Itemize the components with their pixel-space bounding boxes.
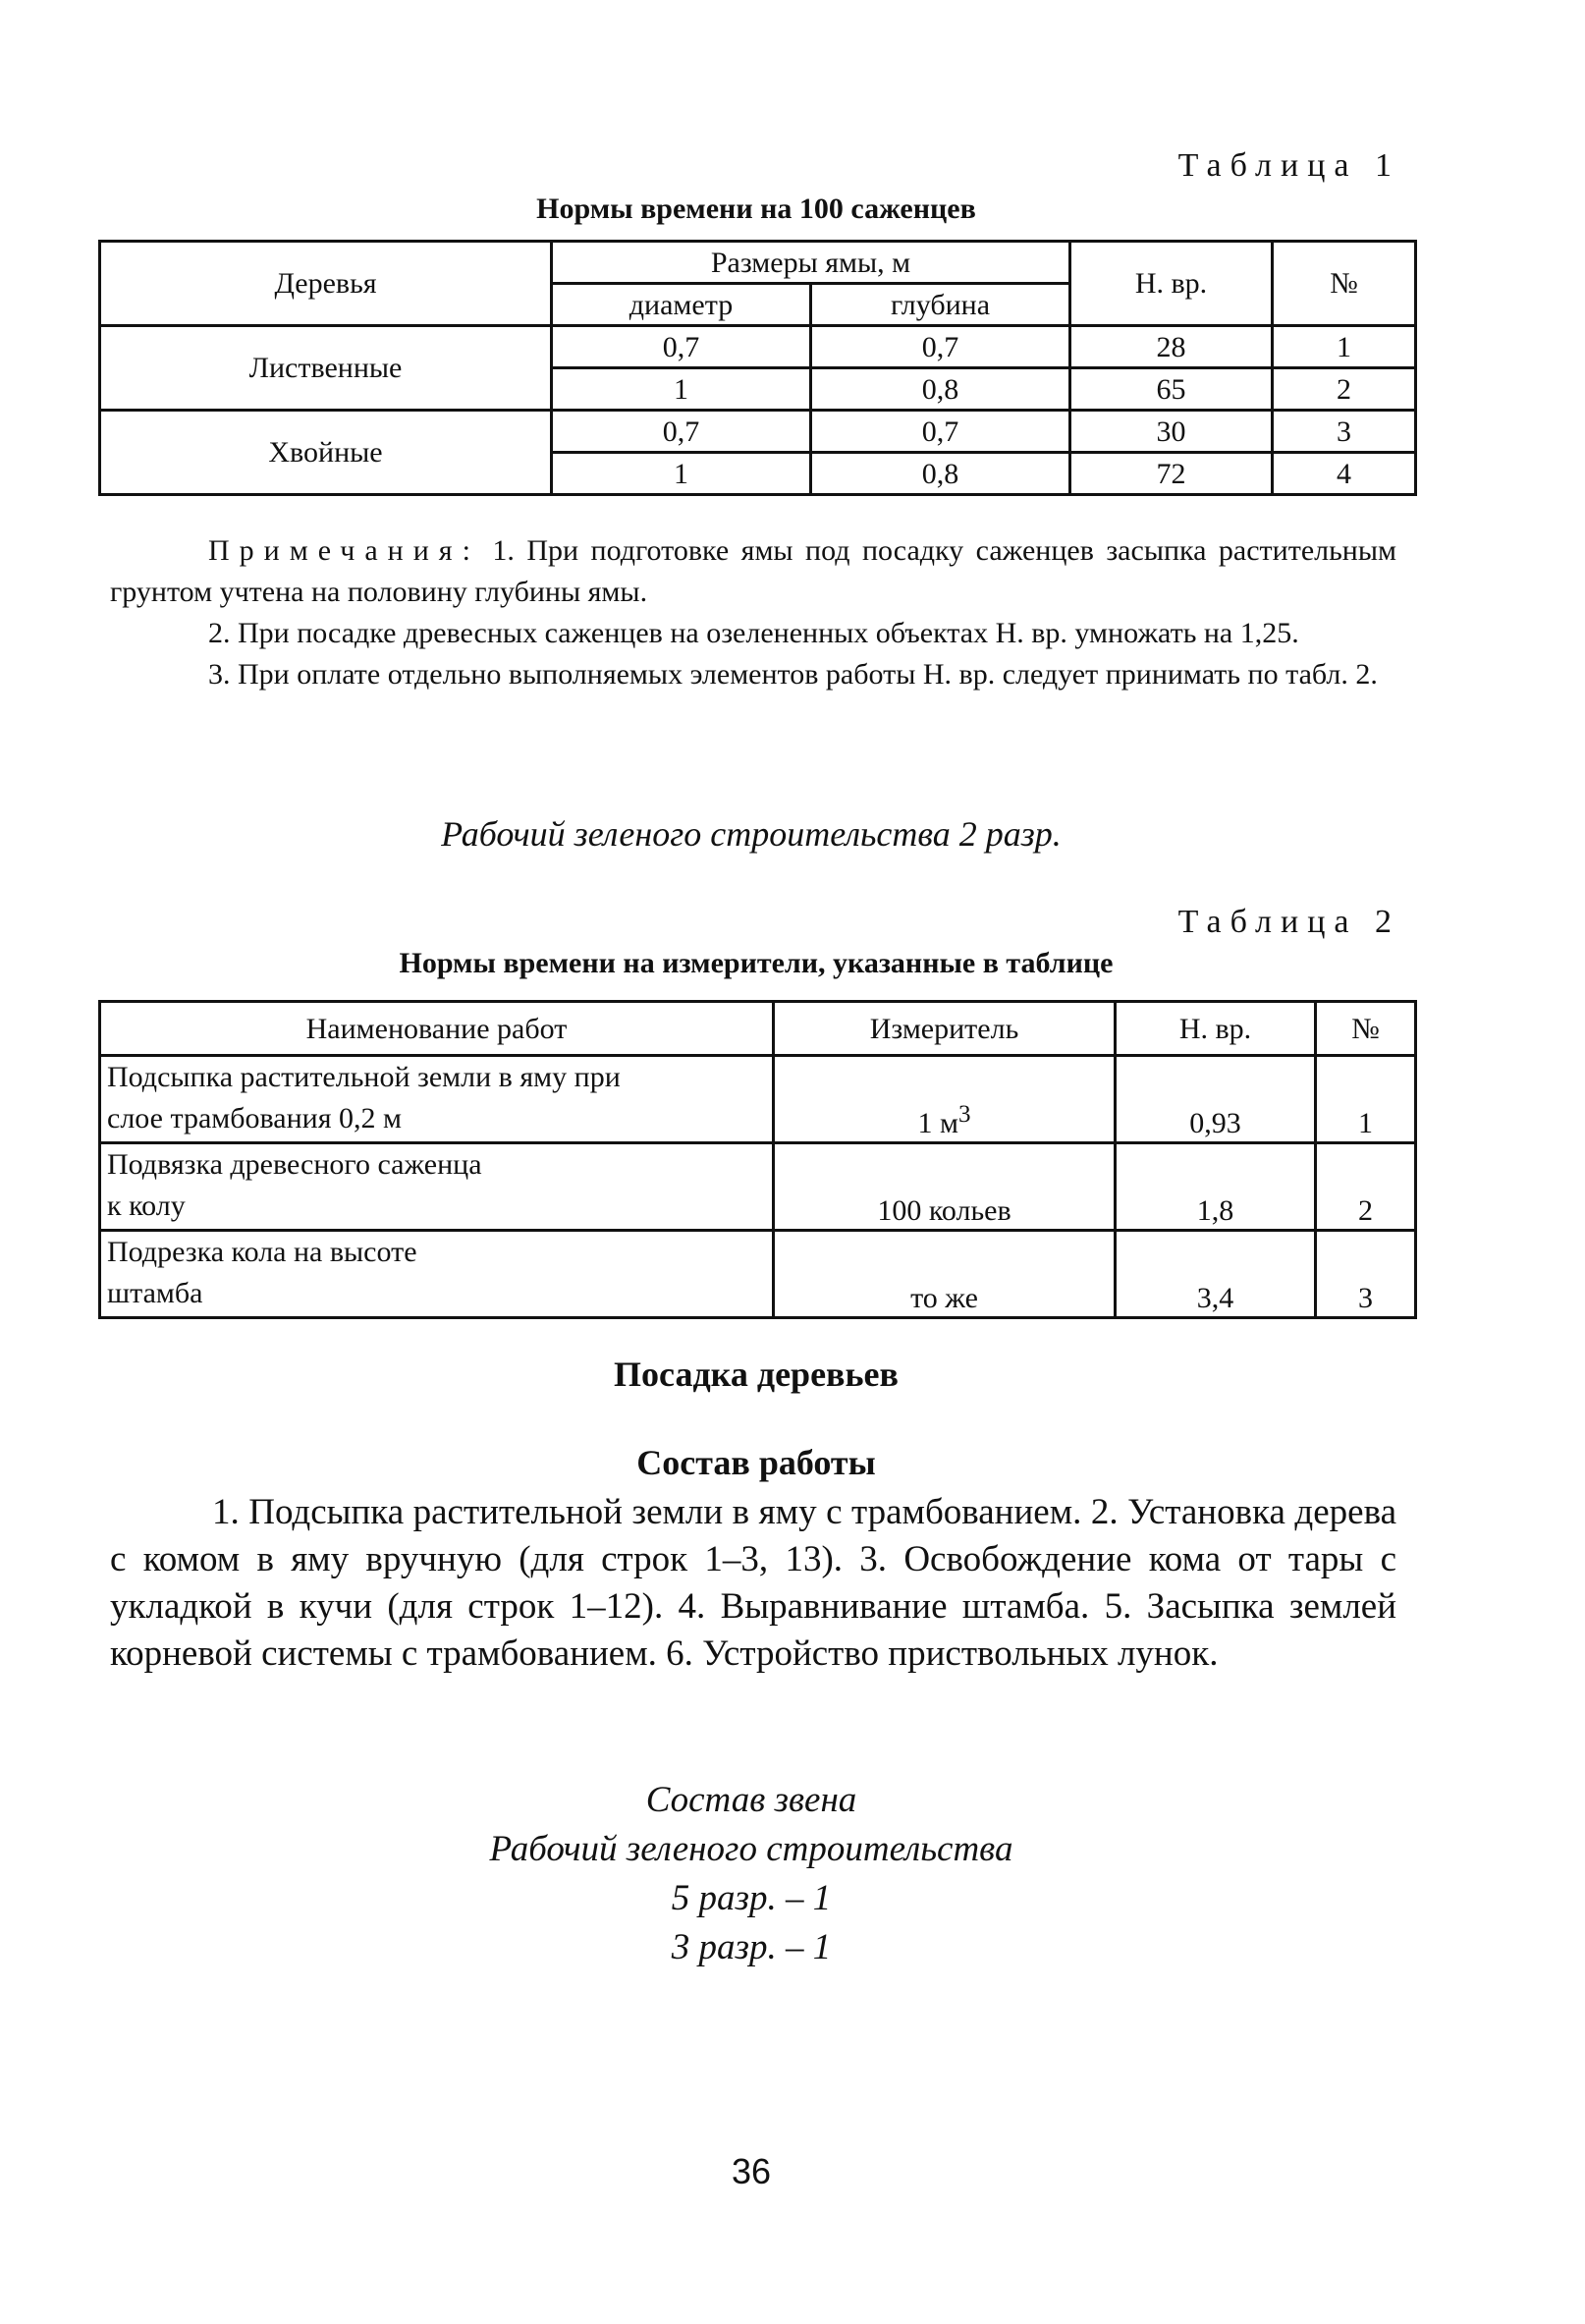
table2-cell-norm: 3,4: [1116, 1231, 1316, 1318]
table2-cell-unit: то же: [774, 1231, 1116, 1318]
table1-cell-depth: 0,7: [811, 411, 1070, 453]
table1-cell-diameter: 0,7: [552, 326, 811, 368]
table2-cell-num: 2: [1316, 1143, 1416, 1231]
work-content-title: Состав работы: [636, 1443, 876, 1482]
table2-cell-unit: [774, 1056, 1116, 1143]
table1-cell-depth: 0,8: [811, 368, 1070, 411]
table2-cell-num: 3: [1316, 1231, 1416, 1318]
table1-number-label: Таблица 1: [1177, 147, 1400, 184]
table-row: [100, 1056, 1416, 1143]
crew-line2: 3 разр. – 1: [671, 1927, 832, 1967]
table2-header-work: Наименование работ: [100, 1002, 774, 1056]
table2-cell-norm: 0,93: [1116, 1056, 1316, 1143]
table2-cell-num: 1: [1316, 1056, 1416, 1143]
table1-cell-norm: 72: [1070, 453, 1273, 495]
crew-line1: 5 разр. – 1: [671, 1878, 832, 1918]
table1-header-pit-size: Размеры ямы, м: [552, 242, 1070, 284]
table1-cell-norm: 30: [1070, 411, 1273, 453]
note-3: 3. При оплате отдельно выполняемых элементов работы Н. вр. следует принимать по табл. 2.: [208, 658, 1378, 691]
table2-number-label: Таблица 2: [1177, 904, 1400, 940]
table1-cell-num: 1: [1273, 326, 1416, 368]
table2-cell-unit: 100 кольев: [774, 1143, 1116, 1231]
table2-title: Нормы времени на измерители, указанные в таблице: [399, 947, 1114, 979]
table1-group-name: Хвойные: [100, 411, 552, 495]
crew-worker: Рабочий зеленого строительства: [489, 1829, 1013, 1869]
table1-cell-diameter: 1: [552, 453, 811, 495]
table2-cell-work: [100, 1056, 774, 1143]
crew-block: [0, 1776, 1503, 1972]
table-row: [100, 1143, 1416, 1231]
table1-header-norm: Н. вр.: [1070, 242, 1273, 326]
table2-work-line2: слое трамбования 0,2 м: [107, 1102, 402, 1134]
page-number: 36: [731, 2151, 772, 2191]
work-content-text: 1. Подсыпка растительной земли в яму с трамбованием. 2. Установка дерева с комом в яму вручную (для строк 1–3, 13). 3. Освобождение кома от тары с укладкой в кучи (для строк 1–12). 4. Выравнивание штамба. 5. Засыпка землей корневой системы с трамбованием. 6. Устройство приствольных лунок.: [110, 1492, 1396, 1674]
table1-title: Нормы времени на 100 саженцев: [536, 193, 976, 225]
table1-cell-norm: 65: [1070, 368, 1273, 411]
table1-header-diameter: диаметр: [552, 284, 811, 326]
worker-grade-line: Рабочий зеленого строительства 2 разр.: [441, 814, 1062, 854]
table-row: [100, 326, 1416, 368]
notes-block: [110, 530, 1396, 695]
table1-header-depth: глубина: [811, 284, 1070, 326]
table1-header-num: №: [1273, 242, 1416, 326]
work-content-body: [110, 1489, 1396, 1678]
section-title: Посадка деревьев: [614, 1355, 899, 1394]
table2-unit-sup: 3: [957, 1101, 971, 1128]
table2-cell-work: [100, 1231, 774, 1318]
table1-cell-num: 4: [1273, 453, 1416, 495]
table2: [98, 1000, 1417, 1319]
table1-header-trees: Деревья: [100, 242, 552, 326]
table1-cell-num: 2: [1273, 368, 1416, 411]
table2-cell-work: [100, 1143, 774, 1231]
note-1: 1. При подготовке ямы под посадку саженцев засыпка растительным грунтом учтена на половину глубины ямы.: [110, 534, 1396, 608]
notes-label: Примечания:: [208, 534, 480, 567]
table2-work-line2: штамба: [107, 1277, 203, 1309]
table1-cell-diameter: 0,7: [552, 411, 811, 453]
table1-cell-norm: 28: [1070, 326, 1273, 368]
table2-cell-norm: 1,8: [1116, 1143, 1316, 1231]
table2-unit-text: 1 м: [917, 1107, 958, 1139]
table2-work-line2: к колу: [107, 1190, 186, 1222]
table1: [98, 240, 1417, 496]
note-2: 2. При посадке древесных саженцев на озелененных объектах Н. вр. умножать на 1,25.: [208, 617, 1299, 649]
table2-header-unit: Измеритель: [774, 1002, 1116, 1056]
table-row: [100, 411, 1416, 453]
table1-cell-num: 3: [1273, 411, 1416, 453]
table2-work-line1: Подсыпка растительной земли в яму при: [107, 1061, 621, 1093]
table1-cell-depth: 0,8: [811, 453, 1070, 495]
table1-cell-diameter: 1: [552, 368, 811, 411]
table2-header-norm: Н. вр.: [1116, 1002, 1316, 1056]
table2-work-line1: Подрезка кола на высоте: [107, 1236, 417, 1268]
table2-header-num: №: [1316, 1002, 1416, 1056]
table1-group-name: Лиственные: [100, 326, 552, 411]
table1-cell-depth: 0,7: [811, 326, 1070, 368]
table2-work-line1: Подвязка древесного саженца: [107, 1148, 482, 1181]
table-row: [100, 1231, 1416, 1318]
crew-title: Состав звена: [645, 1780, 857, 1820]
